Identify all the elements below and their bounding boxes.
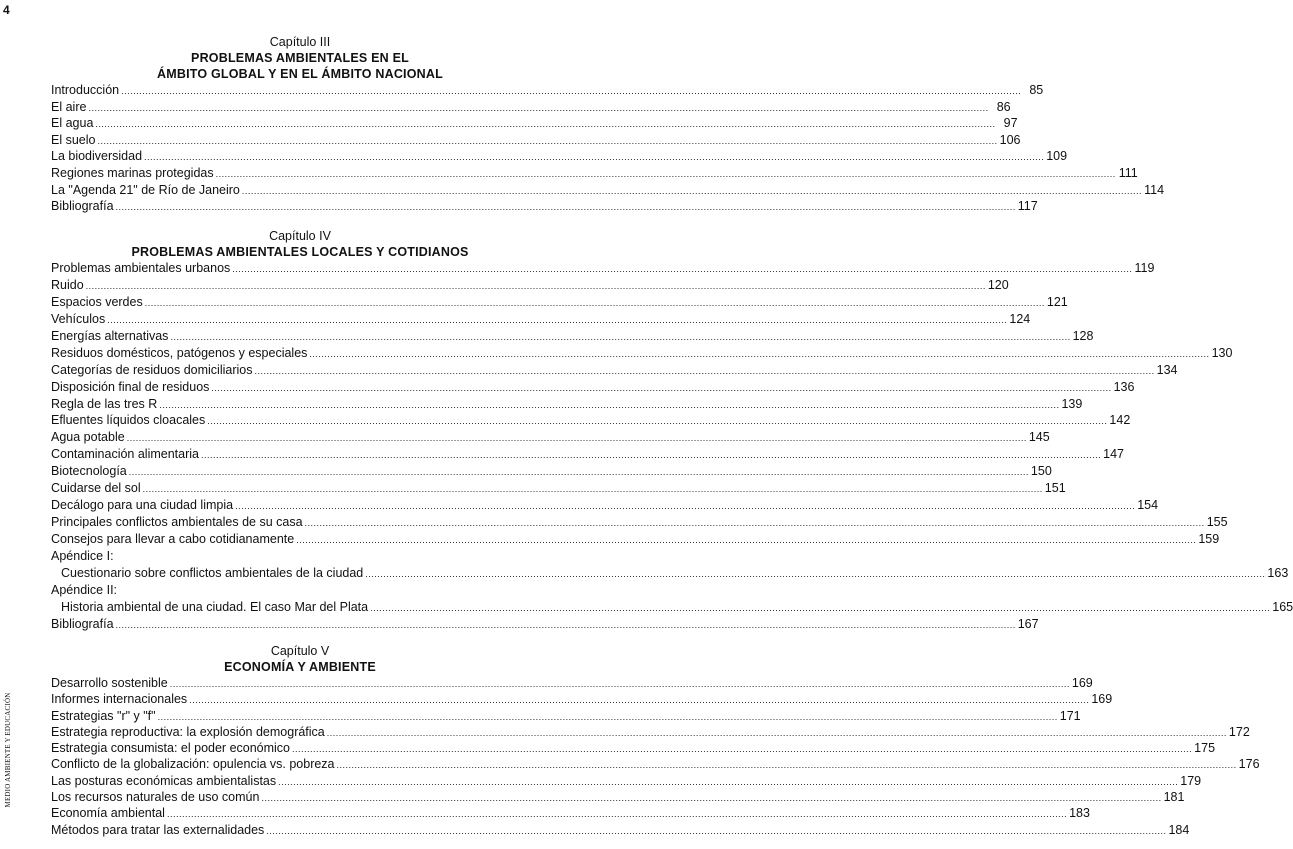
toc-entry-label: Bibliografía (51, 616, 114, 631)
toc-entry-page: 145 (1028, 430, 1050, 445)
toc-entry[interactable] (51, 277, 1009, 294)
toc-entry-page: 114 (1144, 182, 1165, 197)
dot-leader: ............................................................................................................................................................................................................................................................................................................ (201, 450, 1102, 461)
toc-entry-page: 86 (996, 99, 1011, 114)
toc-entry-label: Economía ambiental (51, 806, 165, 821)
toc-entry-label: Disposición final de residuos (51, 379, 210, 394)
toc-entry[interactable] (51, 740, 1216, 756)
toc-entry-label: Los recursos naturales de uso común (51, 790, 260, 805)
toc-entry-label: Informes internacionales (51, 692, 188, 707)
dot-leader: ............................................................................................................................................................................................................................................................................................................ (266, 825, 1167, 836)
dot-leader: ............................................................................................................................................................................................................................................................................................................ (296, 535, 1197, 545)
chapter-title: Capítulo III (269, 35, 331, 49)
dot-leader: ............................................................................................................................................................................................................................................................................................................ (326, 727, 1227, 738)
toc-entry[interactable] (51, 182, 1165, 199)
chapter-title: Capítulo V (270, 644, 330, 658)
toc-entry[interactable] (51, 429, 1050, 446)
dot-leader: ............................................................................................................................................................................................................................................................................................................ (166, 809, 1068, 820)
chapter-heading: ECONOMÍA Y AMBIENTE (224, 660, 376, 674)
toc-entry-page: 139 (1061, 396, 1083, 411)
dot-leader: ............................................................................................................................................................................................................................................................................................................ (97, 135, 998, 146)
toc-entry[interactable] (51, 132, 1021, 149)
toc-entry-label: Conflicto de la globalización: opulencia vs. pobreza (51, 757, 335, 772)
toc-entry[interactable] (51, 822, 1190, 838)
toc-entry[interactable] (51, 99, 1011, 116)
chapter-4-section (51, 229, 1293, 633)
toc-entry[interactable] (51, 198, 1038, 215)
toc-entry[interactable] (51, 328, 1094, 345)
toc-entry-label: Regiones marinas protegidas (51, 165, 214, 180)
toc-entry[interactable] (51, 165, 1138, 182)
toc-entry[interactable] (51, 531, 1220, 548)
dot-leader: ............................................................................................................................................................................................................................................................................................................ (211, 382, 1112, 393)
chapter-5-section (51, 644, 1260, 838)
dot-leader: ............................................................................................................................................................................................................................................................................................................ (115, 202, 1016, 213)
toc-entry-label: Espacios verdes (51, 294, 143, 309)
toc-entry-label: Categorías de residuos domiciliarios (51, 362, 253, 377)
dot-leader: ............................................................................................................................................................................................................................................................................................................ (170, 331, 1071, 342)
dot-leader: ............................................................................................................................................................................................................................................................................................................ (88, 102, 989, 113)
toc-entry-page: 134 (1156, 362, 1178, 377)
toc-entry[interactable] (51, 115, 1018, 132)
toc-entry[interactable] (51, 412, 1131, 429)
toc-entry-label: Cuestionario sobre conflictos ambientales de la ciudad (61, 565, 364, 580)
toc-entry-page: 154 (1137, 498, 1159, 513)
toc-entry[interactable] (51, 675, 1093, 691)
toc-entry[interactable] (51, 379, 1135, 396)
toc-entry-label: Apéndice II: (51, 582, 118, 597)
toc-entry-page: 163 (1267, 565, 1289, 580)
toc-entry-label: El suelo (51, 132, 96, 147)
toc-entry-label: Biotecnología (51, 464, 127, 479)
toc-entry-page: 111 (1118, 165, 1138, 180)
toc-entry[interactable] (51, 463, 1052, 480)
dot-leader: ............................................................................................................................................................................................................................................................................................................ (121, 86, 1022, 96)
toc-entry[interactable] (51, 260, 1155, 277)
toc-entry[interactable] (51, 548, 549, 565)
toc-entry-label: Apéndice I: (51, 548, 114, 563)
dot-leader: ............................................................................................................................................................................................................................................................................................................ (309, 348, 1210, 359)
dot-leader: ............................................................................................................................................................................................................................................................................................................ (232, 264, 1133, 274)
toc-entry-page: 179 (1180, 773, 1202, 788)
dot-leader: ............................................................................................................................................................................................................................................................................................................ (115, 619, 1016, 630)
toc-entry-label: Desarrollo sostenible (51, 676, 168, 690)
toc-entry-page: 159 (1198, 532, 1220, 546)
toc-entry[interactable] (51, 616, 1039, 633)
toc-entry-label: Estrategias "r" y "f" (51, 708, 156, 723)
toc-entry-page: 142 (1109, 413, 1131, 428)
toc-entry[interactable] (51, 480, 1066, 497)
chapter-heading: PROBLEMAS AMBIENTALES EN EL (191, 51, 409, 65)
toc-entry-page: 155 (1206, 515, 1228, 530)
dot-leader: ............................................................................................................................................................................................................................................................................................................ (292, 744, 1193, 755)
toc-entry-page: 184 (1168, 822, 1190, 837)
toc-entry[interactable] (51, 294, 1068, 311)
toc-entry-page: 119 (1134, 261, 1155, 275)
dot-leader: ............................................................................................................................................................................................................................................................................................................ (107, 314, 1008, 325)
toc-entry-label: Estrategia reproductiva: la explosión demográfica (51, 724, 325, 739)
toc-entry[interactable] (51, 396, 1083, 413)
toc-entry[interactable] (51, 724, 1250, 740)
dot-leader: ............................................................................................................................................................................................................................................................................................................ (365, 568, 1266, 579)
toc-entry-page: 151 (1044, 481, 1066, 496)
toc-entry-page: 109 (1046, 149, 1068, 164)
dot-leader: ............................................................................................................................................................................................................................................................................................................ (304, 518, 1205, 529)
toc-entry-label: Introducción (51, 83, 120, 97)
toc-entry-page: 106 (999, 132, 1021, 147)
toc-entry[interactable] (51, 565, 1289, 582)
toc-entry-page: 167 (1017, 616, 1039, 631)
toc-entry-page: 183 (1069, 806, 1090, 821)
toc-entry-label: Estrategia consumista: el poder económico (51, 741, 291, 756)
dot-leader: ............................................................................................................................................................................................................................................................................................................ (207, 416, 1108, 427)
dot-leader: ............................................................................................................................................................................................................................................................................................................ (254, 365, 1155, 376)
toc-entry-page: 97 (1003, 116, 1018, 131)
toc-entry[interactable] (51, 789, 1185, 805)
toc-entry-label: La biodiversidad (51, 149, 143, 164)
dot-leader: ............................................................................................................................................................................................................................................................................................................ (169, 679, 1070, 689)
toc-entry-label: Ruido (51, 277, 84, 292)
toc-entry-page: 150 (1030, 464, 1052, 479)
page-number: 4 (3, 3, 10, 17)
side-running-title (1, 690, 15, 810)
toc-entry-label: Efluentes líquidos cloacales (51, 413, 206, 428)
toc-entry-page: 130 (1211, 345, 1233, 360)
dot-leader: ............................................................................................................................................................................................................................................................................................................ (278, 776, 1179, 787)
toc-entry-label: Residuos domésticos, patógenos y especiales (51, 345, 308, 360)
dot-leader: ............................................................................................................................................................................................................................................................................................................ (144, 297, 1045, 308)
dot-leader: ............................................................................................................................................................................................................................................................................................................ (336, 760, 1237, 771)
toc-entry[interactable] (51, 148, 1068, 165)
dot-leader: ............................................................................................................................................................................................................................................................................................................ (144, 152, 1045, 163)
dot-leader: ............................................................................................................................................................................................................................................................................................................ (241, 185, 1143, 196)
toc-entry[interactable] (51, 756, 1260, 772)
dot-leader: ............................................................................................................................................................................................................................................................................................................ (128, 467, 1029, 478)
toc-entry[interactable] (51, 311, 1031, 328)
toc-entry-label: Agua potable (51, 430, 125, 445)
toc-entry-label: Vehículos (51, 311, 106, 326)
dot-leader: ............................................................................................................................................................................................................................................................................................................ (215, 168, 1116, 179)
toc-entry-label: Energías alternativas (51, 328, 169, 343)
toc-entry-page: 165 (1272, 599, 1293, 614)
toc-entry-label: El agua (51, 116, 94, 131)
toc-entry-label: El aire (51, 99, 87, 114)
toc-entry-page: 147 (1103, 447, 1125, 462)
toc-entry-page: 181 (1163, 790, 1185, 805)
dot-leader: ............................................................................................................................................................................................................................................................................................................ (126, 433, 1027, 444)
toc-entry-page: 85 (1029, 83, 1044, 97)
dot-leader: ............................................................................................................................................................................................................................................................................................................ (142, 484, 1043, 495)
dot-leader: ............................................................................................................................................................................................................................................................................................................ (85, 280, 986, 291)
toc-entry-label: Cuidarse del sol (51, 481, 141, 496)
toc-entry[interactable] (51, 599, 1293, 616)
toc-entry-page: 169 (1071, 676, 1093, 690)
toc-entry[interactable] (51, 514, 1228, 531)
toc-entry-page: 169 (1091, 692, 1113, 707)
toc-entry-label: Contaminación alimentaria (51, 447, 199, 462)
toc-entry-page: 171 (1059, 708, 1081, 723)
toc-entry-label: Principales conflictos ambientales de su casa (51, 515, 303, 530)
toc-entry[interactable] (51, 362, 1178, 379)
toc-entry-page: 172 (1228, 724, 1250, 739)
dot-leader: ............................................................................................................................................................................................................................................................................................................ (189, 695, 1090, 706)
toc-entry[interactable] (51, 708, 1081, 724)
toc-entry-page: 117 (1017, 199, 1038, 214)
dot-leader: ............................................................................................................................................................................................................................................................................................................ (95, 119, 996, 130)
chapter-heading: PROBLEMAS AMBIENTALES LOCALES Y COTIDIANOS (131, 245, 469, 259)
chapter-title: Capítulo IV (269, 229, 331, 243)
toc-entry[interactable] (51, 446, 1125, 463)
dot-leader: ............................................................................................................................................................................................................................................................................................................ (159, 399, 1060, 410)
toc-entry[interactable] (51, 582, 549, 599)
side-text: MEDIO AMBIENTE Y EDUCACIÓN (4, 692, 12, 808)
toc-entry-label: Historia ambiental de una ciudad. El caso Mar del Plata (61, 599, 369, 614)
dot-leader: ............................................................................................................................................................................................................................................................................................................ (261, 793, 1162, 804)
dot-leader: ............................................................................................................................................................................................................................................................................................................ (235, 501, 1136, 512)
toc-entry-page: 128 (1072, 328, 1094, 343)
toc-entry-label: Problemas ambientales urbanos (51, 261, 231, 275)
toc-entry[interactable] (51, 805, 1090, 821)
dot-leader: ............................................................................................................................................................................................................................................................................................................ (370, 602, 1271, 613)
toc-entry[interactable] (51, 773, 1202, 789)
toc-entry-label: Regla de las tres R (51, 396, 158, 411)
toc-entry-label: Métodos para tratar las externalidades (51, 822, 265, 837)
toc-entry-label: Bibliografía (51, 199, 114, 214)
toc-entry-page: 120 (987, 277, 1009, 292)
toc-entry[interactable] (51, 345, 1233, 362)
toc-entry-label: La "Agenda 21" de Río de Janeiro (51, 182, 240, 197)
toc-entry-page: 124 (1009, 311, 1031, 326)
toc-entry-label: Consejos para llevar a cabo cotidianamente (51, 532, 295, 546)
toc-entry-label: Las posturas económicas ambientalistas (51, 773, 277, 788)
toc-entry-label: Decálogo para una ciudad limpia (51, 498, 234, 513)
toc-entry[interactable] (51, 82, 1044, 99)
toc-list (51, 675, 1260, 838)
toc-list (51, 82, 1165, 215)
toc-entry[interactable] (51, 497, 1159, 514)
chapter-heading: ÁMBITO GLOBAL Y EN EL ÁMBITO NACIONAL (157, 67, 443, 81)
chapter-3-section (51, 35, 1165, 215)
toc-entry-page: 136 (1113, 379, 1135, 394)
dot-leader: ............................................................................................................................................................................................................................................................................................................ (157, 711, 1058, 722)
toc-entry[interactable] (51, 691, 1113, 707)
toc-entry-page: 175 (1194, 741, 1216, 756)
toc-entry-page: 176 (1238, 757, 1260, 772)
toc-entry-page: 121 (1046, 294, 1068, 309)
toc-list (51, 260, 1293, 633)
